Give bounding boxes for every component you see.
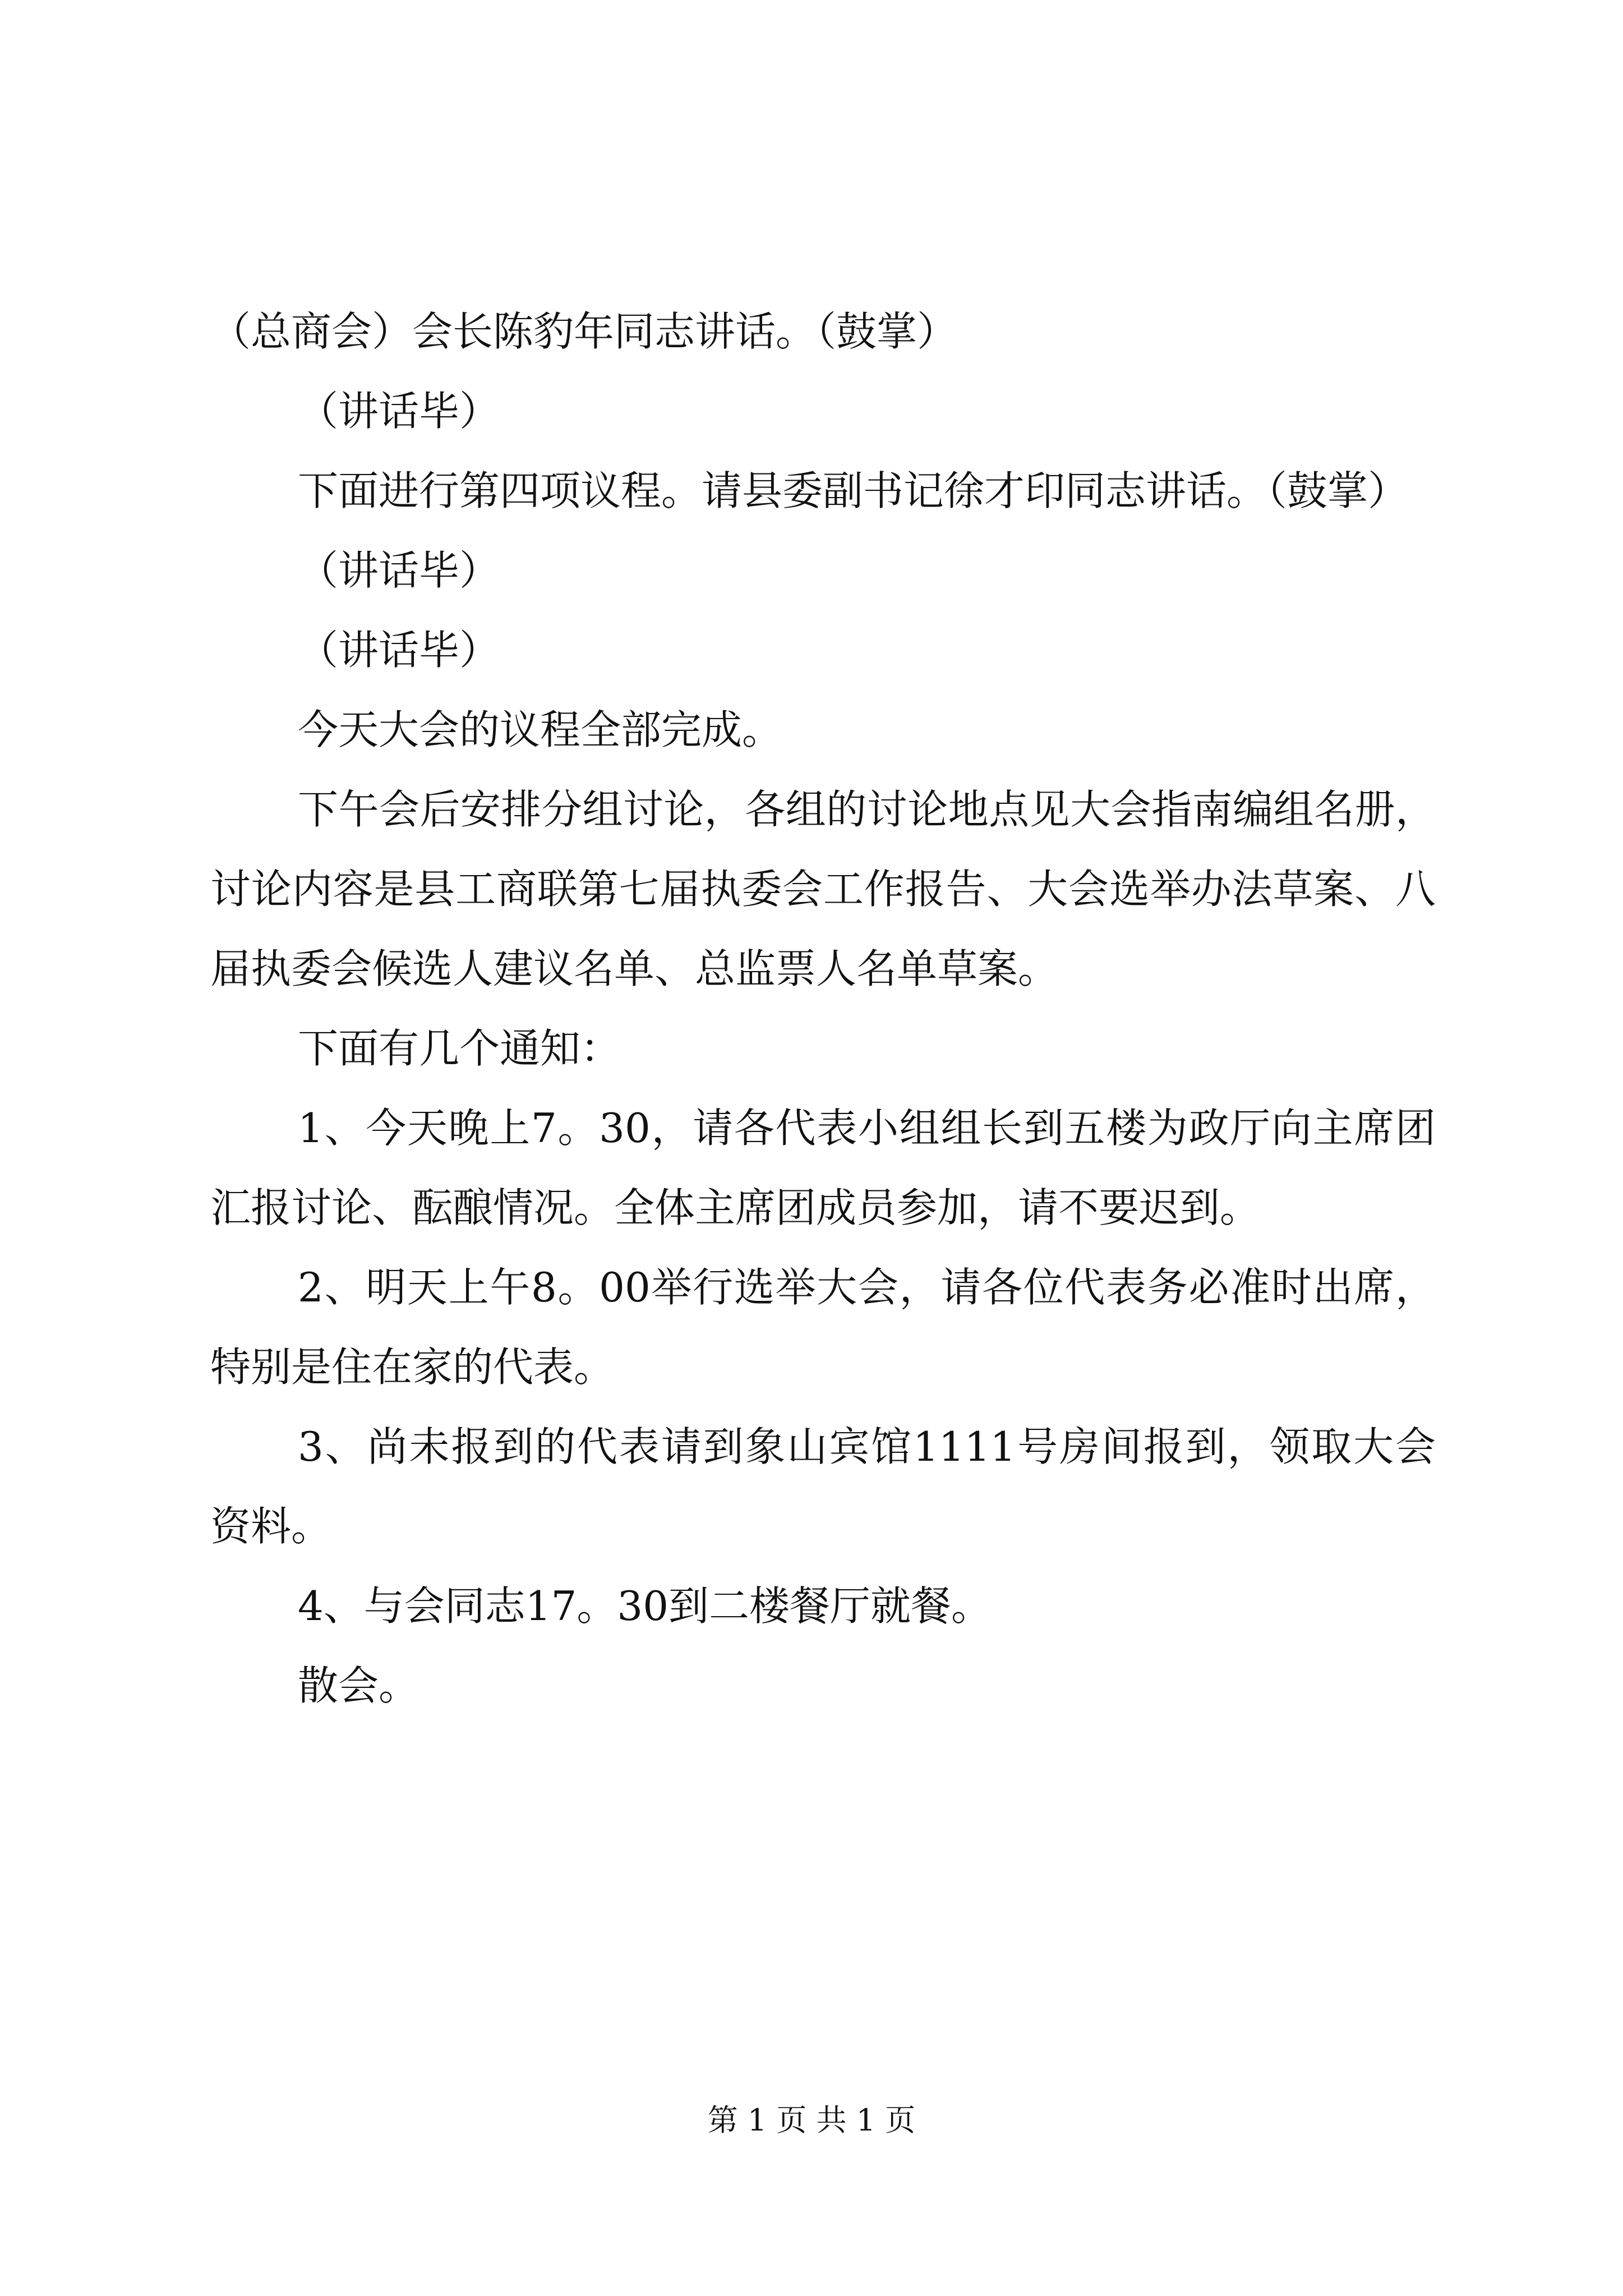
paragraph: （讲话毕）: [298, 547, 500, 594]
paragraph: 下面有几个通知：: [298, 1025, 621, 1072]
paragraph: （讲话毕）: [298, 388, 500, 435]
paragraph: （总商会）会长陈豹年同志讲话。（鼓掌）: [210, 308, 958, 355]
document-body: [210, 292, 1436, 1726]
paragraph: 1、今天晚上7。30，请各代表小组组长到五楼为政厅向主席团汇报讨论、酝酿情况。全体主席团成员参加，请不要迟到。: [210, 1105, 1436, 1231]
page-footer: 第 1 页 共 1 页: [707, 2102, 916, 2138]
paragraph: 4、与会同志17。30到二楼餐厅就餐。: [298, 1582, 992, 1630]
paragraph: 下午会后安排分组讨论，各组的讨论地点见大会指南编组名册，讨论内容是县工商联第七届执委会工作报告、大会选举办法草案、八届执委会候选人建议名单、总监票人名单草案。: [210, 786, 1436, 992]
paragraph: 今天大会的议程全部完成。: [298, 706, 783, 753]
paragraph: 散会。: [298, 1662, 419, 1709]
paragraph: （讲话毕）: [298, 627, 500, 674]
paragraph: 下面进行第四项议程。请县委副书记徐才印同志讲话。（鼓掌）: [298, 467, 1409, 514]
paragraph: 3、尚未报到的代表请到象山宾馆1111号房间报到，领取大会资料。: [210, 1423, 1436, 1550]
paragraph: 2、明天上午8。00举行选举大会，请各位代表务必准时出席，特别是住在家的代表。: [210, 1264, 1436, 1391]
